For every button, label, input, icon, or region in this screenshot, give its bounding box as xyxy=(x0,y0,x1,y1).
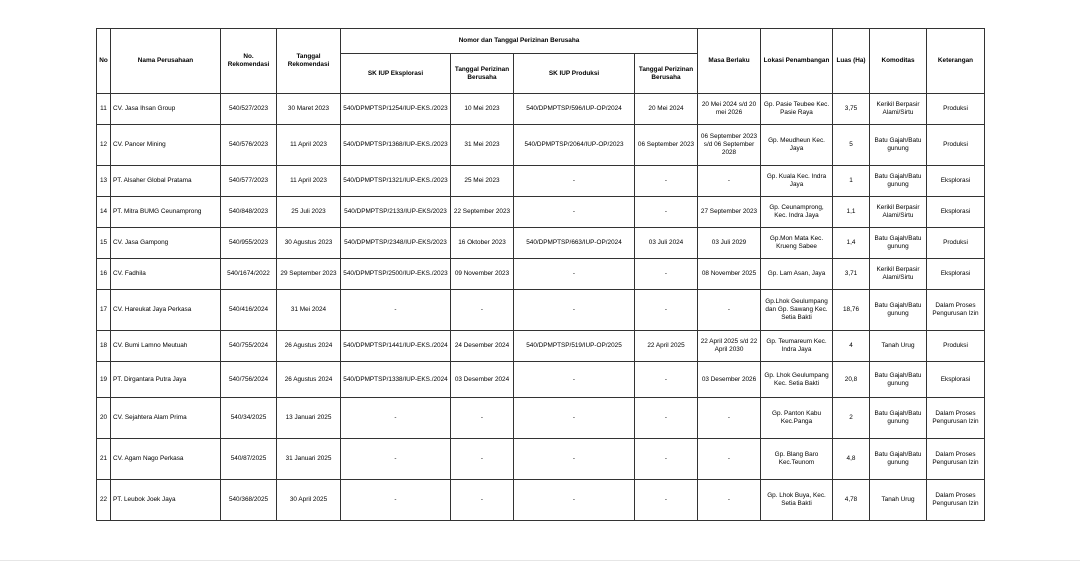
cell-commodity: Kerikil Berpasir Alami/Sirtu xyxy=(870,197,927,228)
cell-exploration-permit: - xyxy=(341,480,451,521)
cell-mining-location: Gp.Mon Mata Kec. Krueng Sabee xyxy=(761,228,833,259)
cell-recommendation-date: 30 Agustus 2023 xyxy=(277,228,341,259)
cell-production-permit: - xyxy=(514,362,635,398)
cell-production-permit-date: - xyxy=(635,166,698,197)
cell-exploration-permit-date: 25 Mei 2023 xyxy=(451,166,514,197)
cell-exploration-permit-date: 03 Desember 2024 xyxy=(451,362,514,398)
table-row xyxy=(97,398,985,439)
cell-remarks: Eksplorasi xyxy=(927,259,985,290)
cell-company-name: CV. Sejahtera Alam Prima xyxy=(111,398,221,439)
cell-commodity: Kerikil Berpasir Alami/Sirtu xyxy=(870,259,927,290)
cell-remarks: Produksi xyxy=(927,125,985,166)
cell-commodity: Batu Gajah/Batu gunung xyxy=(870,166,927,197)
cell-production-permit: - xyxy=(514,166,635,197)
cell-remarks: Eksplorasi xyxy=(927,166,985,197)
cell-company-name: CV. Pancer Mining xyxy=(111,125,221,166)
cell-production-permit-date: - xyxy=(635,398,698,439)
cell-commodity: Batu Gajah/Batu gunung xyxy=(870,362,927,398)
cell-recommendation-number: 540/87/2025 xyxy=(221,439,277,480)
cell-company-name: PT. Alsaher Global Pratama xyxy=(111,166,221,197)
cell-recommendation-number: 540/527/2023 xyxy=(221,94,277,125)
cell-no: 22 xyxy=(97,480,111,521)
cell-commodity: Kerikil Berpasir Alami/Sirtu xyxy=(870,94,927,125)
cell-remarks: Dalam Proses Pengurusan Izin xyxy=(927,439,985,480)
cell-remarks: Eksplorasi xyxy=(927,197,985,228)
cell-mining-location: Gp. Panton Kabu Kec.Panga xyxy=(761,398,833,439)
cell-area: 1,4 xyxy=(833,228,870,259)
cell-exploration-permit: 540/DPMPTSP/2133/IUP-EKS/2023 xyxy=(341,197,451,228)
cell-company-name: CV. Agam Nago Perkasa xyxy=(111,439,221,480)
cell-mining-location: Gp. Lhok Buya, Kec. Setia Bakti xyxy=(761,480,833,521)
cell-exploration-permit: - xyxy=(341,398,451,439)
cell-no: 17 xyxy=(97,290,111,331)
table-body xyxy=(97,94,985,521)
header-validity-period: Masa Berlaku xyxy=(698,29,761,94)
cell-remarks: Produksi xyxy=(927,94,985,125)
cell-company-name: CV. Jasa Ihsan Group xyxy=(111,94,221,125)
cell-recommendation-number: 540/755/2024 xyxy=(221,331,277,362)
cell-no: 18 xyxy=(97,331,111,362)
cell-production-permit-date: 22 April 2025 xyxy=(635,331,698,362)
cell-exploration-permit: - xyxy=(341,290,451,331)
cell-remarks: Eksplorasi xyxy=(927,362,985,398)
cell-area: 1 xyxy=(833,166,870,197)
cell-area: 3,71 xyxy=(833,259,870,290)
cell-no: 16 xyxy=(97,259,111,290)
cell-exploration-permit-date: - xyxy=(451,290,514,331)
header-permit-group: Nomor dan Tanggal Perizinan Berusaha xyxy=(341,29,698,54)
cell-commodity: Batu Gajah/Batu gunung xyxy=(870,398,927,439)
cell-production-permit-date: - xyxy=(635,480,698,521)
header-exploration-permit-date: Tanggal Perizinan Berusaha xyxy=(451,54,514,94)
cell-production-permit: - xyxy=(514,398,635,439)
cell-company-name: PT. Leubok Joek Jaya xyxy=(111,480,221,521)
cell-validity-period: 03 Desember 2026 xyxy=(698,362,761,398)
page-bottom-divider xyxy=(0,560,1080,561)
cell-no: 21 xyxy=(97,439,111,480)
cell-commodity: Batu Gajah/Batu gunung xyxy=(870,228,927,259)
cell-recommendation-date: 30 Maret 2023 xyxy=(277,94,341,125)
cell-area: 3,75 xyxy=(833,94,870,125)
cell-commodity: Tanah Urug xyxy=(870,480,927,521)
table-row xyxy=(97,197,985,228)
cell-exploration-permit-date: 16 Oktober 2023 xyxy=(451,228,514,259)
cell-recommendation-number: 540/1674/2022 xyxy=(221,259,277,290)
table-row xyxy=(97,259,985,290)
cell-company-name: CV. Fadhila xyxy=(111,259,221,290)
cell-exploration-permit-date: 10 Mei 2023 xyxy=(451,94,514,125)
cell-area: 18,76 xyxy=(833,290,870,331)
cell-validity-period: - xyxy=(698,290,761,331)
cell-no: 11 xyxy=(97,94,111,125)
table-row xyxy=(97,228,985,259)
table-row xyxy=(97,125,985,166)
cell-validity-period: 03 Juli 2029 xyxy=(698,228,761,259)
cell-no: 20 xyxy=(97,398,111,439)
cell-recommendation-number: 540/576/2023 xyxy=(221,125,277,166)
header-area: Luas (Ha) xyxy=(833,29,870,94)
cell-recommendation-date: 26 Agustus 2024 xyxy=(277,362,341,398)
cell-exploration-permit: 540/DPMPTSP/2500/IUP-EKS./2023 xyxy=(341,259,451,290)
header-production-permit-date: Tanggal Perizinan Berusaha xyxy=(635,54,698,94)
cell-no: 13 xyxy=(97,166,111,197)
cell-exploration-permit-date: - xyxy=(451,398,514,439)
cell-validity-period: - xyxy=(698,166,761,197)
header-no: No xyxy=(97,29,111,94)
cell-recommendation-number: 540/368/2025 xyxy=(221,480,277,521)
cell-production-permit-date: 03 Juli 2024 xyxy=(635,228,698,259)
cell-remarks: Dalam Proses Pengurusan Izin xyxy=(927,480,985,521)
cell-area: 5 xyxy=(833,125,870,166)
cell-mining-location: Gp. Teumareum Kec. Indra Jaya xyxy=(761,331,833,362)
table-row xyxy=(97,166,985,197)
cell-exploration-permit: 540/DPMPTSP/1321/IUP-EKS./2023 xyxy=(341,166,451,197)
cell-mining-location: Gp. Kuala Kec. Indra Jaya xyxy=(761,166,833,197)
cell-no: 12 xyxy=(97,125,111,166)
cell-company-name: CV. Jasa Gampong xyxy=(111,228,221,259)
cell-area: 20,8 xyxy=(833,362,870,398)
cell-recommendation-date: 11 April 2023 xyxy=(277,125,341,166)
header-remarks: Keterangan xyxy=(927,29,985,94)
cell-area: 1,1 xyxy=(833,197,870,228)
cell-no: 19 xyxy=(97,362,111,398)
table-row xyxy=(97,94,985,125)
table-header xyxy=(97,29,985,94)
header-production-permit: SK IUP Produksi xyxy=(514,54,635,94)
cell-validity-period: - xyxy=(698,398,761,439)
cell-mining-location: Gp. Lhok Geulumpang Kec. Setia Bakti xyxy=(761,362,833,398)
cell-exploration-permit: 540/DPMPTSP/2348/IUP-EKS/2023 xyxy=(341,228,451,259)
cell-company-name: CV. Bumi Lamno Meutuah xyxy=(111,331,221,362)
cell-exploration-permit-date: 24 Desember 2024 xyxy=(451,331,514,362)
cell-production-permit-date: - xyxy=(635,439,698,480)
table-row xyxy=(97,331,985,362)
cell-production-permit-date: - xyxy=(635,197,698,228)
cell-recommendation-date: 11 April 2023 xyxy=(277,166,341,197)
cell-recommendation-number: 540/756/2024 xyxy=(221,362,277,398)
cell-production-permit: - xyxy=(514,480,635,521)
cell-no: 14 xyxy=(97,197,111,228)
header-exploration-permit: SK IUP Eksplorasi xyxy=(341,54,451,94)
cell-production-permit: - xyxy=(514,259,635,290)
cell-recommendation-number: 540/577/2023 xyxy=(221,166,277,197)
cell-company-name: PT. Dirgantara Putra Jaya xyxy=(111,362,221,398)
table-row xyxy=(97,439,985,480)
cell-area: 4,78 xyxy=(833,480,870,521)
cell-production-permit-date: 20 Mei 2024 xyxy=(635,94,698,125)
cell-commodity: Batu Gajah/Batu gunung xyxy=(870,290,927,331)
cell-production-permit: - xyxy=(514,290,635,331)
cell-mining-location: Gp. Pasie Teubee Kec. Pasie Raya xyxy=(761,94,833,125)
cell-area: 2 xyxy=(833,398,870,439)
cell-production-permit-date: - xyxy=(635,362,698,398)
cell-recommendation-number: 540/416/2024 xyxy=(221,290,277,331)
cell-recommendation-date: 13 Januari 2025 xyxy=(277,398,341,439)
cell-exploration-permit: 540/DPMPTSP/1441/IUP-EKS./2024 xyxy=(341,331,451,362)
cell-remarks: Produksi xyxy=(927,228,985,259)
header-commodity: Komoditas xyxy=(870,29,927,94)
cell-company-name: CV. Hareukat Jaya Perkasa xyxy=(111,290,221,331)
cell-recommendation-number: 540/848/2023 xyxy=(221,197,277,228)
cell-exploration-permit-date: - xyxy=(451,439,514,480)
cell-recommendation-date: 29 September 2023 xyxy=(277,259,341,290)
cell-exploration-permit: 540/DPMPTSP/1368/IUP-EKS./2023 xyxy=(341,125,451,166)
cell-production-permit-date: - xyxy=(635,290,698,331)
cell-exploration-permit-date: - xyxy=(451,480,514,521)
cell-production-permit: 540/DPMPTSP/2064/IUP-OP/2023 xyxy=(514,125,635,166)
cell-production-permit-date: - xyxy=(635,259,698,290)
cell-exploration-permit: 540/DPMPTSP/1338/IUP-EKS./2024 xyxy=(341,362,451,398)
cell-recommendation-date: 31 Mei 2024 xyxy=(277,290,341,331)
cell-remarks: Produksi xyxy=(927,331,985,362)
cell-exploration-permit: 540/DPMPTSP/1254/IUP-EKS./2023 xyxy=(341,94,451,125)
cell-mining-location: Gp.Lhok Geulumpang dan Gp. Sawang Kec. Setia Bakti xyxy=(761,290,833,331)
cell-recommendation-date: 25 Juli 2023 xyxy=(277,197,341,228)
cell-commodity: Batu Gajah/Batu gunung xyxy=(870,125,927,166)
cell-recommendation-date: 31 Januari 2025 xyxy=(277,439,341,480)
cell-recommendation-date: 30 April 2025 xyxy=(277,480,341,521)
cell-mining-location: Gp. Blang Baro Kec.Teunom xyxy=(761,439,833,480)
cell-exploration-permit: - xyxy=(341,439,451,480)
header-recommendation-date: Tanggal Rekomendasi xyxy=(277,29,341,94)
cell-remarks: Dalam Proses Pengurusan Izin xyxy=(927,398,985,439)
cell-validity-period: 08 November 2025 xyxy=(698,259,761,290)
table-row xyxy=(97,362,985,398)
cell-production-permit: - xyxy=(514,439,635,480)
mining-permit-table xyxy=(96,28,985,521)
cell-validity-period: 06 September 2023 s/d 06 September 2028 xyxy=(698,125,761,166)
cell-validity-period: 27 September 2023 xyxy=(698,197,761,228)
header-mining-location: Lokasi Penambangan xyxy=(761,29,833,94)
cell-production-permit: 540/DPMPTSP/663/IUP-OP/2024 xyxy=(514,228,635,259)
cell-validity-period: - xyxy=(698,439,761,480)
cell-commodity: Tanah Urug xyxy=(870,331,927,362)
cell-validity-period: 20 Mei 2024 s/d 20 mei 2026 xyxy=(698,94,761,125)
cell-commodity: Batu Gajah/Batu gunung xyxy=(870,439,927,480)
table-row xyxy=(97,290,985,331)
cell-production-permit: - xyxy=(514,197,635,228)
cell-remarks: Dalam Proses Pengurusan Izin xyxy=(927,290,985,331)
cell-exploration-permit-date: 22 September 2023 xyxy=(451,197,514,228)
cell-production-permit-date: 06 September 2023 xyxy=(635,125,698,166)
cell-validity-period: - xyxy=(698,480,761,521)
cell-recommendation-number: 540/955/2023 xyxy=(221,228,277,259)
cell-no: 15 xyxy=(97,228,111,259)
cell-mining-location: Gp. Meudheun Kec. Jaya xyxy=(761,125,833,166)
cell-production-permit: 540/DPMPTSP/596/IUP-OP/2024 xyxy=(514,94,635,125)
cell-validity-period: 22 April 2025 s/d 22 April 2030 xyxy=(698,331,761,362)
cell-production-permit: 540/DPMPTSP/519/IUP-OP/2025 xyxy=(514,331,635,362)
cell-company-name: PT. Mitra BUMG Ceunamprong xyxy=(111,197,221,228)
cell-mining-location: Gp. Lam Asan, Jaya xyxy=(761,259,833,290)
cell-exploration-permit-date: 31 Mei 2023 xyxy=(451,125,514,166)
cell-recommendation-date: 26 Agustus 2024 xyxy=(277,331,341,362)
cell-recommendation-number: 540/34/2025 xyxy=(221,398,277,439)
cell-area: 4,8 xyxy=(833,439,870,480)
header-company-name: Nama Perusahaan xyxy=(111,29,221,94)
cell-area: 4 xyxy=(833,331,870,362)
header-recommendation-number: No. Rekomendasi xyxy=(221,29,277,94)
cell-exploration-permit-date: 09 November 2023 xyxy=(451,259,514,290)
cell-mining-location: Gp. Ceunamprong, Kec. Indra Jaya xyxy=(761,197,833,228)
table-row xyxy=(97,480,985,521)
